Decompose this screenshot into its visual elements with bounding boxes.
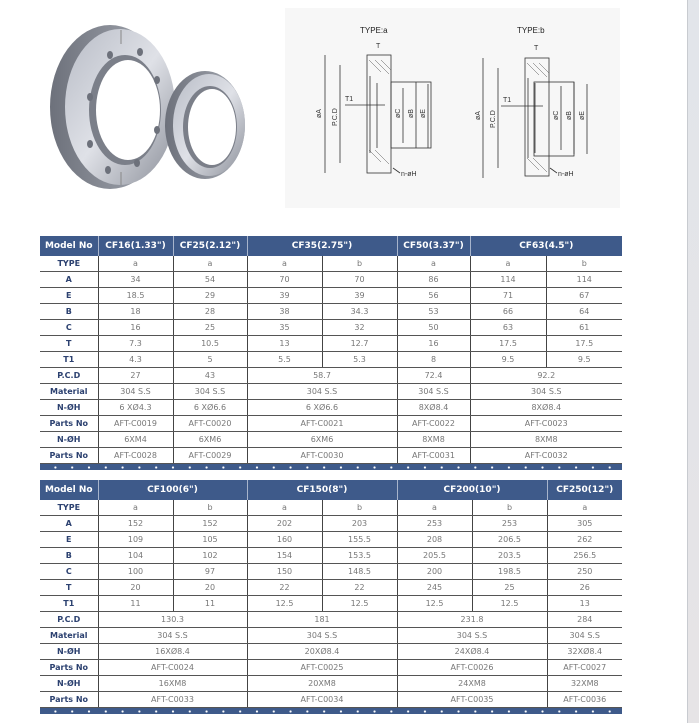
- table-cell: 32XØ8.4: [547, 644, 622, 660]
- table-row: [40, 384, 622, 400]
- table-cell: b: [173, 500, 247, 516]
- row-label: T1: [40, 352, 98, 368]
- table-cell: 253: [397, 516, 472, 532]
- table-cell: b: [322, 500, 397, 516]
- table-cell: AFT-C0026: [397, 660, 547, 676]
- table-cell: 67: [546, 288, 622, 304]
- svg-text:øC: øC: [553, 110, 560, 120]
- table-cell: b: [322, 256, 397, 272]
- table-cell: 11: [98, 596, 173, 612]
- svg-text:øB: øB: [408, 109, 415, 118]
- table-cell: 8XM8: [470, 432, 622, 448]
- svg-text:T: T: [534, 45, 539, 52]
- table-cell: 304 S.S: [98, 384, 173, 400]
- table-cell: 153.5: [322, 548, 397, 564]
- header-row: [40, 480, 622, 500]
- table-cell: AFT-C0032: [470, 448, 622, 464]
- row-label: Parts No: [40, 416, 98, 432]
- table-cell: 66: [470, 304, 546, 320]
- table-cell: 6 XØ6.6: [173, 400, 247, 416]
- row-label: P.C.D: [40, 612, 98, 628]
- table-cell: 32: [322, 320, 397, 336]
- table-row: [40, 692, 622, 708]
- table-cell: 9.5: [546, 352, 622, 368]
- table-cell: 24XM8: [397, 676, 547, 692]
- table-cell: 114: [546, 272, 622, 288]
- table-row: [40, 628, 622, 644]
- table-cell: 256.5: [547, 548, 622, 564]
- svg-text:øC: øC: [395, 108, 402, 118]
- table-cell: 72.4: [397, 368, 470, 384]
- table-cell: 8XM8: [397, 432, 470, 448]
- table-cell: 16: [397, 336, 470, 352]
- table-cell: AFT-C0036: [547, 692, 622, 708]
- row-label: C: [40, 320, 98, 336]
- row-label: N-ØH: [40, 432, 98, 448]
- table-cell: 150: [247, 564, 322, 580]
- type-a-label: TYPE:a: [360, 26, 388, 35]
- table-cell: 20: [173, 580, 247, 596]
- row-label: C: [40, 564, 98, 580]
- table-cell: 198.5: [472, 564, 547, 580]
- table-row: [40, 676, 622, 692]
- table-cell: 12.5: [322, 596, 397, 612]
- table-row: [40, 612, 622, 628]
- dotted-separator: [40, 708, 622, 715]
- table-row: [40, 516, 622, 532]
- table-cell: 250: [547, 564, 622, 580]
- table-cell: AFT-C0022: [397, 416, 470, 432]
- scrollbar[interactable]: [687, 0, 699, 723]
- table-cell: 231.8: [397, 612, 547, 628]
- table-cell: 160: [247, 532, 322, 548]
- table-cell: 26: [547, 580, 622, 596]
- table-cell: AFT-C0030: [247, 448, 397, 464]
- technical-drawing: [285, 8, 620, 208]
- table-cell: 152: [98, 516, 173, 532]
- table-cell: 18.5: [98, 288, 173, 304]
- table-cell: 105: [173, 532, 247, 548]
- table-row: [40, 336, 622, 352]
- row-label: T: [40, 336, 98, 352]
- table-cell: 13: [247, 336, 322, 352]
- table-cell: 18: [98, 304, 173, 320]
- table-cell: 16: [98, 320, 173, 336]
- row-label: E: [40, 532, 98, 548]
- table-cell: 20XØ8.4: [247, 644, 397, 660]
- table-cell: 12.5: [247, 596, 322, 612]
- table-cell: 39: [322, 288, 397, 304]
- table-cell: AFT-C0029: [173, 448, 247, 464]
- dotted-separator: [40, 464, 622, 471]
- row-label: B: [40, 548, 98, 564]
- model-header: CF200(10"): [397, 480, 547, 500]
- dim-pcd-a: P.C.D: [332, 108, 339, 126]
- dim-a-a: øA: [316, 109, 323, 118]
- table-cell: 29: [173, 288, 247, 304]
- row-label: A: [40, 516, 98, 532]
- row-label: Parts No: [40, 692, 98, 708]
- table-cell: 206.5: [472, 532, 547, 548]
- table-cell: AFT-C0034: [247, 692, 397, 708]
- table-cell: 13: [547, 596, 622, 612]
- model-header: CF50(3.37"): [397, 236, 470, 256]
- table-row: [40, 432, 622, 448]
- table-cell: 34: [98, 272, 173, 288]
- table-cell: 304 S.S: [397, 628, 547, 644]
- type-b-label: TYPE:b: [517, 26, 545, 35]
- table-cell: 100: [98, 564, 173, 580]
- table-cell: 203: [322, 516, 397, 532]
- table-cell: 25: [472, 580, 547, 596]
- row-label: TYPE: [40, 500, 98, 516]
- table-cell: a: [98, 256, 173, 272]
- header-row: [40, 236, 622, 256]
- model-header: CF16(1.33"): [98, 236, 173, 256]
- table-row: [40, 596, 622, 612]
- table-cell: 17.5: [546, 336, 622, 352]
- svg-text:øE: øE: [420, 109, 427, 118]
- row-label: Material: [40, 628, 98, 644]
- table-cell: 24XØ8.4: [397, 644, 547, 660]
- svg-text:n-øH: n-øH: [558, 171, 574, 178]
- table-row: [40, 304, 622, 320]
- table-cell: 63: [470, 320, 546, 336]
- table-row: [40, 272, 622, 288]
- table-cell: 54: [173, 272, 247, 288]
- table-cell: 9.5: [470, 352, 546, 368]
- model-header: CF100(6"): [98, 480, 247, 500]
- table-row: [40, 400, 622, 416]
- table-cell: 7.3: [98, 336, 173, 352]
- table-row: [40, 288, 622, 304]
- table-cell: 6 XØ4.3: [98, 400, 173, 416]
- table-cell: 11: [173, 596, 247, 612]
- table-cell: 5.5: [247, 352, 322, 368]
- model-no-header: Model No: [40, 480, 98, 500]
- svg-text:P.C.D: P.C.D: [490, 110, 497, 128]
- table-row: [40, 580, 622, 596]
- table-cell: 304 S.S: [397, 384, 470, 400]
- svg-text:øE: øE: [579, 111, 586, 120]
- table-cell: 8XØ8.4: [397, 400, 470, 416]
- table-cell: 50: [397, 320, 470, 336]
- table-cell: AFT-C0023: [470, 416, 622, 432]
- table-cell: 154: [247, 548, 322, 564]
- table-cell: 6XM6: [173, 432, 247, 448]
- table-cell: 304 S.S: [470, 384, 622, 400]
- table-cell: b: [546, 256, 622, 272]
- table-cell: 4.3: [98, 352, 173, 368]
- spec-table-large-flanges: [40, 480, 622, 714]
- row-label: B: [40, 304, 98, 320]
- table-cell: 245: [397, 580, 472, 596]
- table-cell: 202: [247, 516, 322, 532]
- dim-t1-a: T1: [345, 96, 354, 103]
- table-cell: 32XM8: [547, 676, 622, 692]
- table-cell: 58.7: [247, 368, 397, 384]
- table-cell: AFT-C0025: [247, 660, 397, 676]
- table-cell: 109: [98, 532, 173, 548]
- table-cell: 12.5: [472, 596, 547, 612]
- table-cell: a: [98, 500, 173, 516]
- table-cell: 22: [322, 580, 397, 596]
- table-cell: 16XM8: [98, 676, 247, 692]
- table-cell: AFT-C0031: [397, 448, 470, 464]
- table-cell: 16XØ8.4: [98, 644, 247, 660]
- table-row: [40, 256, 622, 272]
- table-row: [40, 644, 622, 660]
- table-cell: 6XM4: [98, 432, 173, 448]
- spec-table-small-flanges: [40, 236, 622, 470]
- table-cell: 61: [546, 320, 622, 336]
- row-label: TYPE: [40, 256, 98, 272]
- model-header: CF35(2.75"): [247, 236, 397, 256]
- table-row: [40, 368, 622, 384]
- svg-text:n-øH: n-øH: [401, 171, 417, 178]
- table-cell: 200: [397, 564, 472, 580]
- table-cell: 130.3: [98, 612, 247, 628]
- table-cell: a: [173, 256, 247, 272]
- table-cell: 8XØ8.4: [470, 400, 622, 416]
- row-label: N-ØH: [40, 644, 98, 660]
- gasket-ring: [165, 71, 245, 179]
- row-label: Material: [40, 384, 98, 400]
- table-cell: 97: [173, 564, 247, 580]
- table-cell: AFT-C0020: [173, 416, 247, 432]
- table-cell: AFT-C0027: [547, 660, 622, 676]
- table-cell: 12.5: [397, 596, 472, 612]
- table-cell: b: [472, 500, 547, 516]
- row-label: Parts No: [40, 660, 98, 676]
- table-cell: 34.3: [322, 304, 397, 320]
- table-cell: 70: [322, 272, 397, 288]
- table-row: [40, 564, 622, 580]
- table-cell: 6 XØ6.6: [247, 400, 397, 416]
- table-cell: 20XM8: [247, 676, 397, 692]
- table-cell: a: [247, 256, 322, 272]
- table-cell: AFT-C0033: [98, 692, 247, 708]
- table-cell: 17.5: [470, 336, 546, 352]
- row-label: Parts No: [40, 448, 98, 464]
- table-cell: 53: [397, 304, 470, 320]
- table-cell: 181: [247, 612, 397, 628]
- table-cell: 304 S.S: [173, 384, 247, 400]
- table-cell: 304 S.S: [98, 628, 247, 644]
- table-cell: AFT-C0019: [98, 416, 173, 432]
- table-cell: a: [547, 500, 622, 516]
- table-cell: 71: [470, 288, 546, 304]
- table-cell: 20: [98, 580, 173, 596]
- table-row: [40, 352, 622, 368]
- table-cell: a: [397, 256, 470, 272]
- model-header: CF25(2.12"): [173, 236, 247, 256]
- table-cell: 10.5: [173, 336, 247, 352]
- model-header: CF150(8"): [247, 480, 397, 500]
- table-row: [40, 500, 622, 516]
- table-row: [40, 548, 622, 564]
- table-cell: AFT-C0021: [247, 416, 397, 432]
- table-cell: AFT-C0028: [98, 448, 173, 464]
- table-cell: 12.7: [322, 336, 397, 352]
- row-label: N-ØH: [40, 676, 98, 692]
- table-cell: 102: [173, 548, 247, 564]
- table-cell: 284: [547, 612, 622, 628]
- row-label: P.C.D: [40, 368, 98, 384]
- row-label: N-ØH: [40, 400, 98, 416]
- table-cell: 152: [173, 516, 247, 532]
- table-cell: 8: [397, 352, 470, 368]
- table-cell: 304 S.S: [247, 628, 397, 644]
- table-cell: 70: [247, 272, 322, 288]
- table-cell: 86: [397, 272, 470, 288]
- table-cell: 155.5: [322, 532, 397, 548]
- table-cell: 304 S.S: [247, 384, 397, 400]
- table-cell: 208: [397, 532, 472, 548]
- table-cell: 114: [470, 272, 546, 288]
- table-cell: 56: [397, 288, 470, 304]
- table-cell: 5: [173, 352, 247, 368]
- table-cell: 148.5: [322, 564, 397, 580]
- table-cell: 6XM6: [247, 432, 397, 448]
- model-header: CF250(12"): [547, 480, 622, 500]
- table-cell: AFT-C0035: [397, 692, 547, 708]
- flange-photo: [40, 22, 260, 192]
- table-cell: 25: [173, 320, 247, 336]
- table-cell: 104: [98, 548, 173, 564]
- table-row: [40, 416, 622, 432]
- model-no-header: Model No: [40, 236, 98, 256]
- svg-text:T1: T1: [503, 97, 512, 104]
- table-cell: 205.5: [397, 548, 472, 564]
- table-cell: AFT-C0024: [98, 660, 247, 676]
- table-cell: 304 S.S: [547, 628, 622, 644]
- table-cell: 5.3: [322, 352, 397, 368]
- table-row: [40, 660, 622, 676]
- table-cell: a: [470, 256, 546, 272]
- flange-ring: [50, 25, 175, 189]
- table-row: [40, 448, 622, 464]
- row-label: A: [40, 272, 98, 288]
- dim-t-a: T: [376, 43, 381, 50]
- table-cell: 43: [173, 368, 247, 384]
- table-cell: 253: [472, 516, 547, 532]
- table-cell: 28: [173, 304, 247, 320]
- svg-text:øB: øB: [566, 111, 573, 120]
- table-cell: 38: [247, 304, 322, 320]
- table-cell: 305: [547, 516, 622, 532]
- table-row: [40, 320, 622, 336]
- svg-text:øA: øA: [475, 111, 482, 120]
- table-cell: a: [397, 500, 472, 516]
- row-label: E: [40, 288, 98, 304]
- table-cell: 262: [547, 532, 622, 548]
- model-header: CF63(4.5"): [470, 236, 622, 256]
- table-cell: 39: [247, 288, 322, 304]
- table-cell: 92.2: [470, 368, 622, 384]
- table-cell: 22: [247, 580, 322, 596]
- row-label: T1: [40, 596, 98, 612]
- table-cell: 203.5: [472, 548, 547, 564]
- table-cell: a: [247, 500, 322, 516]
- cross-section-drawing: [285, 8, 620, 208]
- row-label: T: [40, 580, 98, 596]
- table-row: [40, 532, 622, 548]
- table-cell: 64: [546, 304, 622, 320]
- table-cell: 35: [247, 320, 322, 336]
- table-cell: 27: [98, 368, 173, 384]
